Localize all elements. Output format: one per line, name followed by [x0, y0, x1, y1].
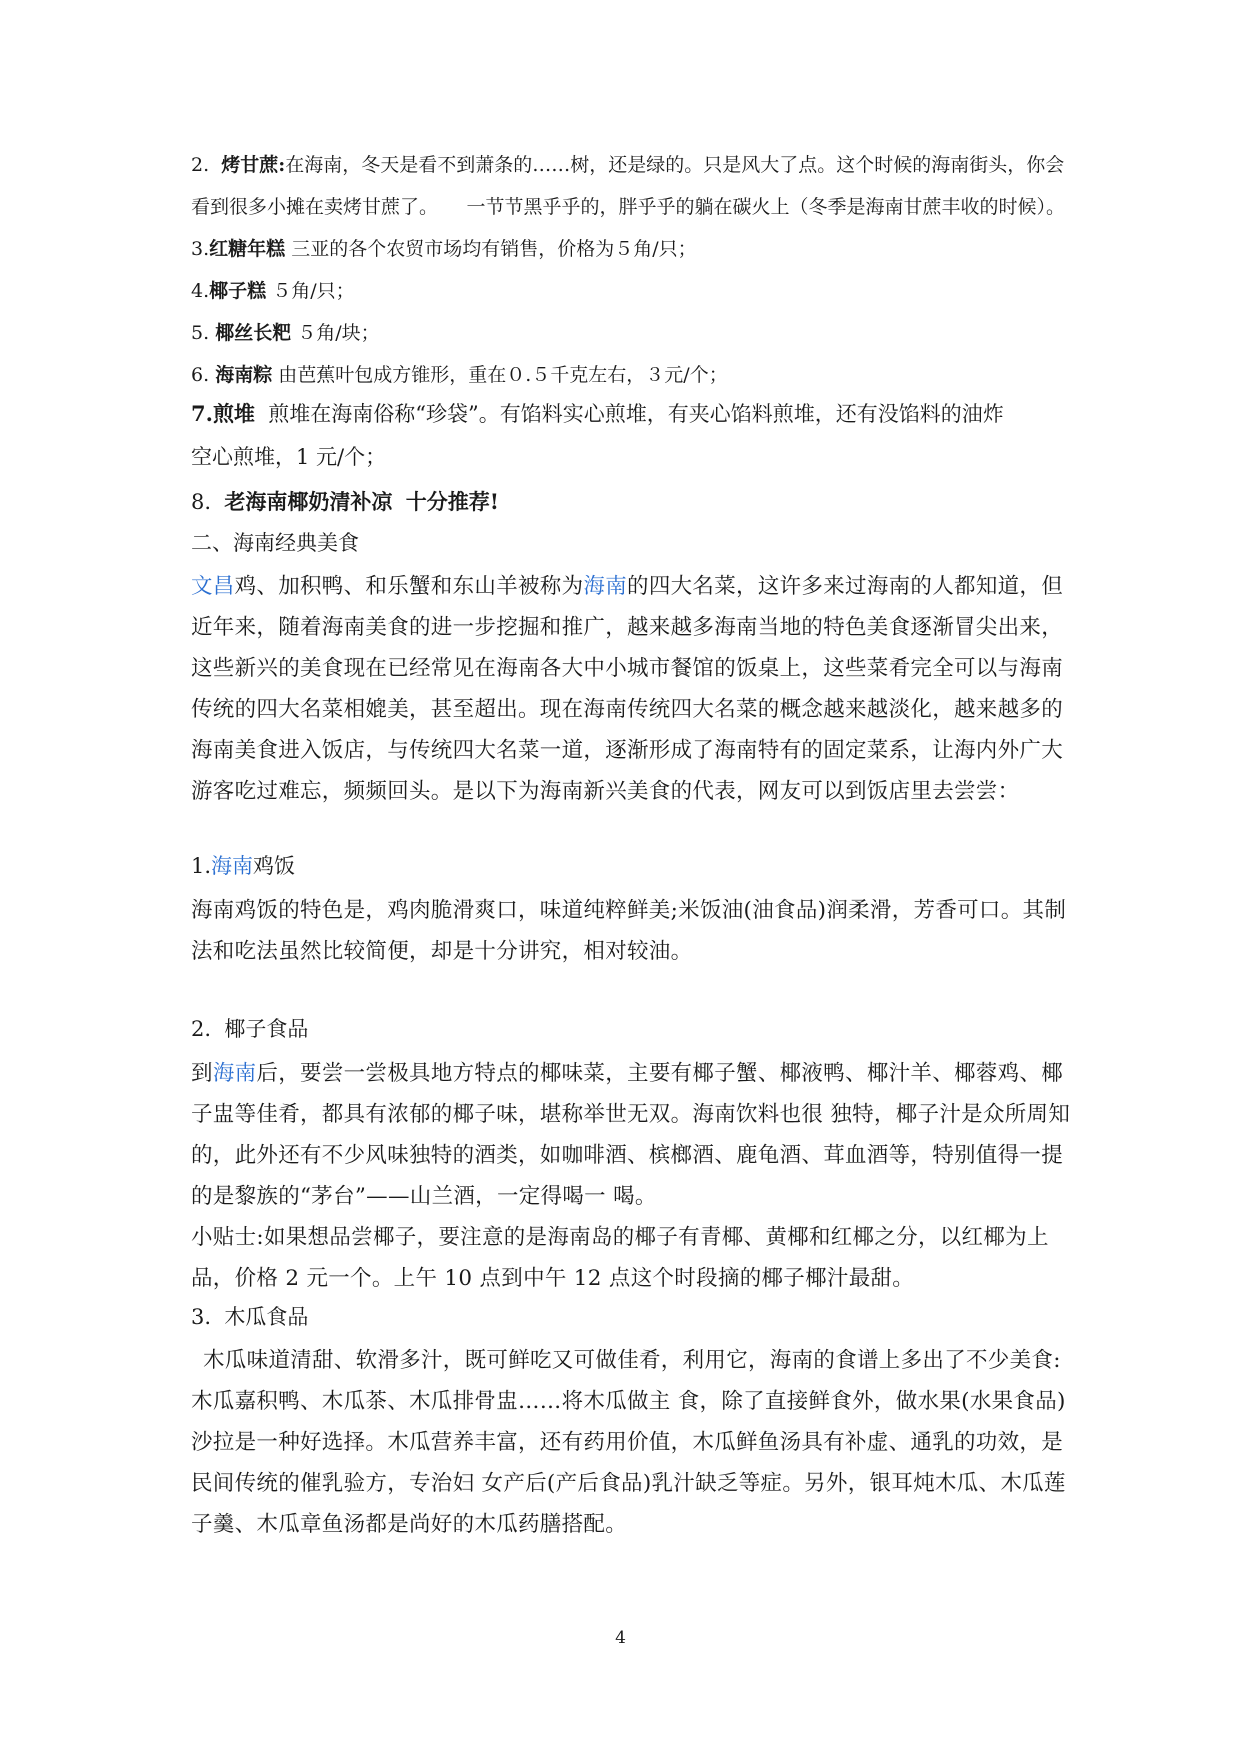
- item-title: 老海南椰奶清补凉: [224, 489, 393, 514]
- dish-title: 鸡饭: [253, 854, 296, 878]
- item-number: 2.: [191, 1017, 212, 1041]
- snack-item-4: [191, 276, 355, 303]
- item-title: 红糖年糕: [209, 238, 286, 260]
- snack-item-7-line-1: [191, 398, 1004, 428]
- page-number: 4: [615, 1628, 626, 1648]
- item-number: 5.: [191, 322, 210, 344]
- item-number: 6.: [191, 364, 210, 386]
- dish-title: 木瓜食品: [224, 1305, 309, 1329]
- snack-item-3: [191, 234, 697, 261]
- link-hainan[interactable]: 海南: [583, 574, 628, 599]
- snack-item-2-line-2: 看到很多小摊在卖烤甘蔗了。 一节节黑乎乎的，胖乎乎的躺在碳火上（冬季是海南甘蔗丰收的时候）。: [191, 196, 1066, 218]
- section-heading: 二、海南经典美食: [191, 531, 359, 555]
- snack-item-8: [191, 486, 499, 516]
- snack-item-7-line-2: 空心煎堆，1 元/个；: [191, 445, 387, 469]
- dish-2-pre: 到: [191, 1061, 213, 1086]
- item-text: 由芭蕉叶包成方锥形，重在０.５千克左右，３元/个；: [278, 364, 728, 386]
- item-number: 1.: [191, 854, 212, 878]
- dish-3-text: 木瓜味道清甜、软滑多汁，既可鲜吃又可做佳肴，利用它，海南的食谱上多出了不少美食:木瓜嘉积鸭、木瓜茶、木瓜排骨盅……将木瓜做主 食，除了直接鲜食外，做水果(水果食品)沙拉是一种好选择。木瓜营养丰富，还有药用价值，木瓜鲜鱼汤具有补虚、通乳的功效，是民间传统的催乳验方，专治妇 女产后(产后食品)乳汁缺乏等症。另外，银耳炖木瓜、木瓜莲子羹、木瓜章鱼汤都是尚好的木瓜药膳搭配。: [191, 1348, 1066, 1537]
- item-text: 十分推荐!: [405, 489, 499, 514]
- intro-text-2: 的四大名菜，这许多来过海南的人都知道，但近年来，随着海南美食的进一步挖掘和推广，越来越多海南当地的特色美食逐渐冒尖出来，这些新兴的美食现在已经常见在海南各大中小城市餐馆的饭桌上，这些菜肴完全可以与海南传统的四大名菜相媲美，甚至超出。现在海南传统四大名菜的概念越来越淡化，越来越多的海南美食进入饭店，与传统四大名菜一道，逐渐形成了海南特有的固定菜系，让海内外广大游客吃过难忘，频频回头。是以下为海南新兴美食的代表，网友可以到饭店里去尝尝：: [191, 574, 1064, 804]
- tip-paragraph: 小贴士:如果想品尝椰子，要注意的是海南岛的椰子有青椰、黄椰和红椰之分，以红椰为上品，价格 2 元一个。上午 10 点到中午 12 点这个时段摘的椰子椰汁最甜。: [191, 1225, 1049, 1291]
- item-text: ５角/块；: [297, 322, 380, 344]
- snack-item-2-line-1: [191, 150, 1064, 177]
- item-text: ５角/只；: [272, 280, 355, 302]
- dish-3-heading: [191, 1301, 308, 1331]
- item-title: 椰丝长粑: [215, 322, 292, 344]
- item-title: 烤甘蔗:: [221, 154, 286, 176]
- dish-2-heading: [191, 1013, 308, 1043]
- item-number: 2.: [191, 154, 210, 176]
- link-hainan[interactable]: 海南: [211, 854, 254, 878]
- item-title: 煎堆: [212, 401, 255, 426]
- item-number: 7.: [191, 401, 213, 426]
- item-text: 煎堆在海南俗称“珍袋”。有馅料实心煎堆，有夹心馅料煎堆，还有没馅料的油炸: [268, 402, 1004, 426]
- intro-paragraph: [191, 566, 1071, 812]
- dish-title: 椰子食品: [224, 1017, 309, 1041]
- item-number: 3.: [191, 1305, 212, 1329]
- link-hainan[interactable]: 海南: [212, 1061, 257, 1086]
- item-number: 4.: [191, 280, 210, 302]
- dish-2-body: 后，要尝一尝极具地方特点的椰味菜，主要有椰子蟹、椰液鸭、椰汁羊、椰蓉鸡、椰子盅等佳肴，都具有浓郁的椰子味，堪称举世无双。海南饮料也很 独特，椰子汁是众所周知的，此外还有不少风味独特的酒类，如咖啡酒、槟榔酒、鹿龟酒、茸血酒等，特别值得一提的是黎族的“茅台”——山兰酒，一定得喝一 喝。: [191, 1061, 1071, 1209]
- item-title: 椰子糕: [209, 280, 267, 302]
- intro-text-1: 鸡、加积鸭、和乐蟹和东山羊被称为: [234, 574, 584, 599]
- item-number: 8.: [191, 490, 212, 514]
- snack-item-6: [191, 360, 728, 387]
- dish-1-heading: [191, 850, 295, 880]
- item-number: 3.: [191, 238, 210, 260]
- dish-2-text: [191, 1053, 1071, 1217]
- dish-1-text: 海南鸡饭的特色是，鸡肉脆滑爽口，味道纯粹鲜美;米饭油(油食品)润柔滑，芳香可口。其制法和吃法虽然比较简便，却是十分讲究，相对较油。: [191, 898, 1067, 964]
- item-title: 海南粽: [215, 364, 273, 386]
- snack-item-5: [191, 318, 380, 345]
- item-text: 在海南，冬天是看不到萧条的……树，还是绿的。只是风大了点。这个时候的海南街头，你会: [285, 154, 1065, 176]
- link-wenchang[interactable]: 文昌: [191, 574, 235, 599]
- item-text: 三亚的各个农贸市场均有销售，价格为５角/只；: [291, 238, 697, 260]
